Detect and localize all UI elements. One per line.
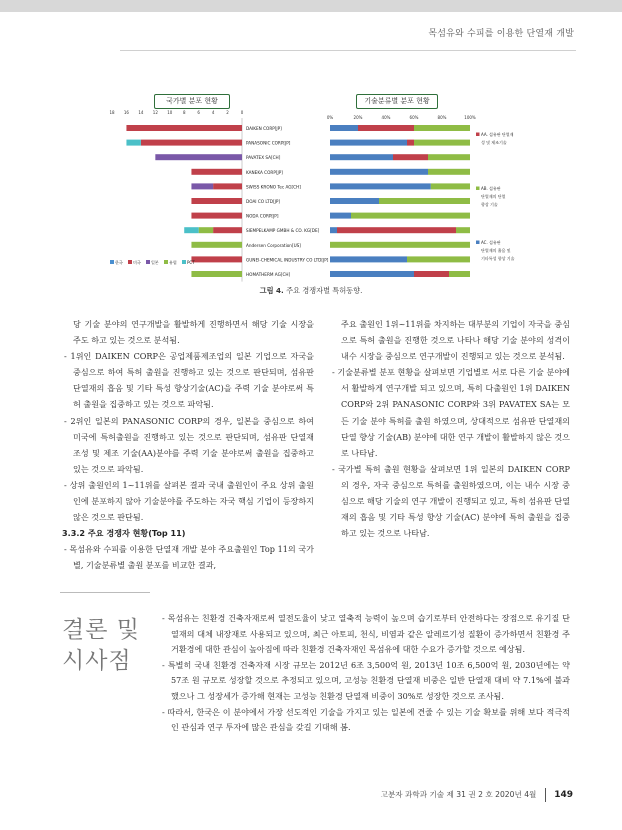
- figure-caption: [0, 286, 622, 296]
- country-x-tick: 4: [211, 110, 215, 115]
- tech-legend-label: AA. 섬유판 단열재: [481, 132, 514, 137]
- conclusion-paragraph-3: - 따라서, 한국은 이 분야에서 가장 선도적인 기술을 가지고 있는 일본에 견줄 수 있는 기술 확보를 위해 보다 적극적인 관심과 연구 투자에 많은 관심을 갖길 기대해 봄.: [162, 706, 570, 733]
- tech-bar: [407, 256, 470, 262]
- tech-bar: [414, 125, 470, 131]
- country-x-tick: 12: [152, 110, 158, 115]
- section-heading: 3.3.2 주요 경쟁자 현황(Top 11): [62, 528, 186, 539]
- tech-bar: [330, 125, 358, 131]
- left-column: [62, 316, 314, 574]
- country-legend-swatch: [110, 260, 114, 264]
- header-rule: [120, 50, 576, 51]
- country-x-tick: 18: [109, 110, 115, 115]
- country-x-tick: 10: [167, 110, 173, 115]
- conclusion-heading-line2: 시사점: [62, 648, 132, 674]
- left-paragraph-5: - 목섬유와 수피를 이용한 단열재 개발 분야 주요출원인 Top 11의 국가별, 기술분류별 출원 분포를 비교한 결과,: [64, 544, 314, 571]
- right-paragraph-2: - 기술분류별 분포 현황을 살펴보면 기업별로 서로 다른 기술 분야에서 활발하게 연구개발 되고 있으며, 특히 다출원인 1위 DAIKEN CORP와 2위 PANASONIC CORP와 3위 PAVATEX SA는 모든 기술 분야 특허를 출원 하였으며, 상대적으로 섬유판 단열재의 단열 향상 기술(AB) 분야에 대한 연구 개발이 활발하지 않은 것으로 나타남.: [332, 367, 570, 458]
- country-bar: [191, 256, 242, 262]
- country-legend-label: 미국: [133, 260, 141, 265]
- tech-x-tick: 40%: [381, 115, 391, 120]
- tech-legend-swatch: [476, 241, 480, 245]
- tech-bar: [330, 227, 337, 233]
- country-bar: [184, 227, 198, 233]
- category-label: PAVATEX SA[CH]: [246, 155, 281, 161]
- left-paragraph-3: - 2위인 일본의 PANASONIC CORP의 경우, 일본을 중심으로 하여 미국에 특허출원을 진행하고 있는 것으로 판단되며, 섬유판 단열재 조성 및 제조 기술(AA)분야를 주력 기술 분야로써 출원을 집중하고 있는 것으로 파악됨.: [64, 415, 314, 474]
- tech-x-tick: 20%: [353, 115, 363, 120]
- country-bar: [191, 271, 242, 277]
- country-x-tick: 14: [138, 110, 144, 115]
- category-label: DAIKEN CORP[JP]: [246, 126, 282, 131]
- tech-bar: [330, 271, 414, 277]
- tech-bar: [330, 198, 379, 204]
- conclusion-body: [160, 611, 570, 736]
- conclusion-heading: [62, 615, 140, 677]
- country-bar: [141, 140, 242, 146]
- country-legend-swatch: [146, 260, 150, 264]
- tech-bar: [414, 271, 449, 277]
- country-legend-swatch: [182, 260, 186, 264]
- tech-legend-label: 성 및 제조기술: [481, 140, 507, 145]
- tech-bar: [414, 140, 470, 146]
- country-bar: [191, 183, 213, 189]
- tech-legend-label: 단열재의 흡음 및: [481, 248, 511, 253]
- country-bar: [213, 227, 242, 233]
- country-bar: [191, 198, 242, 204]
- country-legend-label: 일본: [151, 260, 159, 265]
- country-legend-label: PCT: [187, 260, 195, 265]
- figure-caption-label: 그림 4.: [259, 286, 284, 295]
- category-label: HOMATHERM AG[CH]: [246, 272, 291, 277]
- tech-bar: [330, 242, 470, 248]
- figure-4-chart: [102, 90, 522, 290]
- tech-bar: [431, 183, 470, 189]
- left-paragraph-2: - 1위인 DAIKEN CORP은 공업제품제조업의 일본 기업으로 자국을 중심으로 하여 특허 출원을 진행하고 있는 것으로 판단되며, 섬유판 단열재의 흡음 및 기타 특성 향상기술(AC)을 주력 기술 분야로써 특허 출원을 집중하고 있는 것으로 파악됨.: [64, 351, 314, 410]
- tech-x-tick: 0%: [326, 115, 334, 120]
- country-bar: [199, 227, 213, 233]
- header-band: [0, 0, 622, 12]
- right-paragraph-1: 주요 출원인 1위~11위를 차지하는 대부분의 기업이 자국을 중심으로 특허 출원을 진행한 것으로 나타나 해당 기술 분야의 성격이 내수 시장을 중심으로 연구개발이 진행되고 있는 것으로 분석됨.: [341, 319, 570, 362]
- tech-legend-label: 향상 기술: [481, 202, 498, 207]
- country-chart-title: 국가별 분포 현황: [154, 94, 230, 109]
- page-number: 149: [554, 790, 573, 800]
- tech-legend-label: 기타특성 향상 기술: [481, 256, 515, 261]
- country-bar: [155, 154, 242, 160]
- tech-bar: [379, 198, 470, 204]
- country-legend-label: 유럽: [169, 260, 177, 265]
- right-column: [330, 316, 570, 541]
- category-label: NODA CORP[JP]: [246, 213, 279, 219]
- tech-bar: [428, 169, 470, 175]
- footer-volume: 제 31 권 2 호 2020년 4월: [446, 790, 537, 799]
- tech-bar: [330, 256, 407, 262]
- tech-bar: [393, 154, 428, 160]
- figure-caption-text: 주요 경쟁자별 특허동향.: [286, 286, 363, 295]
- page-footer: [381, 788, 573, 802]
- tech-bar: [428, 154, 470, 160]
- conclusion-paragraph-2: - 특별히 국내 친환경 건축자재 시장 규모는 2012년 6조 3,500억 원, 2013년 10조 6,500억 원, 2030년에는 약 57조 원 규모로 성장할 것으로 추정되고 있으며, 고성능 친환경 단열재 비중은 일반 단열재 대비 약 7.1%에 불과했으나 그 성장세가 증가해 현재는 고성능 친환경 단열재 비중이 30%로 성장한 것으로 조사됨.: [162, 659, 570, 701]
- country-legend-label: 한국: [115, 260, 123, 265]
- conclusion-paragraph-1: - 목섬유는 친환경 건축자재로써 열전도율이 낮고 열축적 능력이 높으며 습기로부터 안전하다는 장점으로 유기질 단열재의 대체 내장재로 사용되고 있으며, 최근 아토피, 천식, 비염과 같은 알레르기성 질환이 증가하면서 친환경 주거환경에 대한 관심이 높아짐에 따라 친환경 건축자재인 목섬유에 대한 수요가 증가할 것으로 예상됨.: [162, 613, 570, 655]
- tech-bar: [456, 227, 470, 233]
- category-label: Andersen Corporation[US]: [246, 242, 301, 248]
- category-label: KANEKA CORP[JP]: [246, 169, 283, 175]
- tech-bar: [358, 125, 414, 131]
- tech-bar: [337, 227, 456, 233]
- conclusion-heading-line1: 결론 및: [62, 617, 140, 643]
- country-bar: [191, 213, 242, 219]
- category-label: PANASONIC CORP[JP]: [246, 140, 291, 146]
- country-x-tick: 0: [240, 110, 244, 115]
- country-bar: [126, 125, 242, 131]
- tech-bar: [330, 213, 351, 219]
- tech-legend-swatch: [476, 187, 480, 191]
- tech-bar: [449, 271, 470, 277]
- footer-separator: [545, 788, 546, 802]
- conclusion-rule: [60, 592, 150, 593]
- country-legend-swatch: [128, 260, 132, 264]
- country-x-tick: 16: [123, 110, 129, 115]
- country-x-tick: 2: [226, 110, 229, 115]
- tech-bar: [330, 169, 428, 175]
- tech-bar: [330, 140, 407, 146]
- tech-bar: [351, 213, 470, 219]
- right-paragraph-3: - 국가별 특허 출원 현황을 살펴보면 1위 일본의 DAIKEN CORP의 경우, 자국 중심으로 특허를 출원하였으며, 이는 내수 시장 중심으로 해당 기술의 연구 개발이 진행되고 있고, 특히 섬유판 단열재의 흡음 및 기타 특성 향상 기술(AC) 분야에 특허 출원을 집중하고 있는 것으로 나타남.: [332, 463, 571, 539]
- footer-journal: 고분자 과학과 기술: [380, 790, 445, 799]
- category-label: DOAI CO LTD[JP]: [246, 199, 280, 204]
- figure-4: [102, 90, 522, 295]
- tech-legend-label: 단열재의 단열: [481, 194, 506, 199]
- tech-x-tick: 100%: [464, 115, 476, 120]
- country-bar: [191, 242, 242, 248]
- country-legend-swatch: [164, 260, 168, 264]
- tech-chart-title: 기술분류별 분포 현황: [356, 94, 438, 109]
- country-bar: [191, 169, 242, 175]
- tech-x-tick: 80%: [437, 115, 447, 120]
- left-paragraph-4: - 상위 출원인의 1~11위를 살펴본 결과 국내 출원인이 주요 상위 출원인에 분포하지 않아 기술분야를 주도하는 자국 핵심 기업이 등장하지 않은 것으로 판단됨.: [64, 479, 314, 523]
- country-bar: [213, 183, 242, 189]
- category-label: GUNEI-CHEMICAL INDUSTRY CO LTD[JP]: [246, 257, 329, 263]
- country-x-tick: 8: [182, 110, 186, 115]
- tech-legend-swatch: [476, 133, 480, 137]
- country-x-tick: 6: [197, 110, 200, 115]
- running-header-title: 목섬유와 수피를 이용한 단열재 개발: [428, 29, 574, 39]
- category-label: SIEMPELKAMP GMBH & CO. KG[DE]: [246, 228, 320, 234]
- page-header: [0, 0, 622, 50]
- tech-legend-label: AC. 섬유판: [481, 240, 501, 245]
- tech-bar: [330, 183, 431, 189]
- country-bar: [126, 140, 140, 146]
- left-paragraph-1: 당 기술 분야의 연구개발을 활발하게 진행하면서 해당 기술 시장을 주도 하고 있는 것으로 분석됨.: [73, 319, 314, 346]
- tech-bar: [330, 154, 393, 160]
- tech-bar: [407, 140, 414, 146]
- tech-legend-label: AB. 섬유판: [481, 186, 501, 191]
- tech-x-tick: 60%: [409, 115, 419, 120]
- category-label: SWISS KRONO Tec AG[CH]: [246, 184, 301, 190]
